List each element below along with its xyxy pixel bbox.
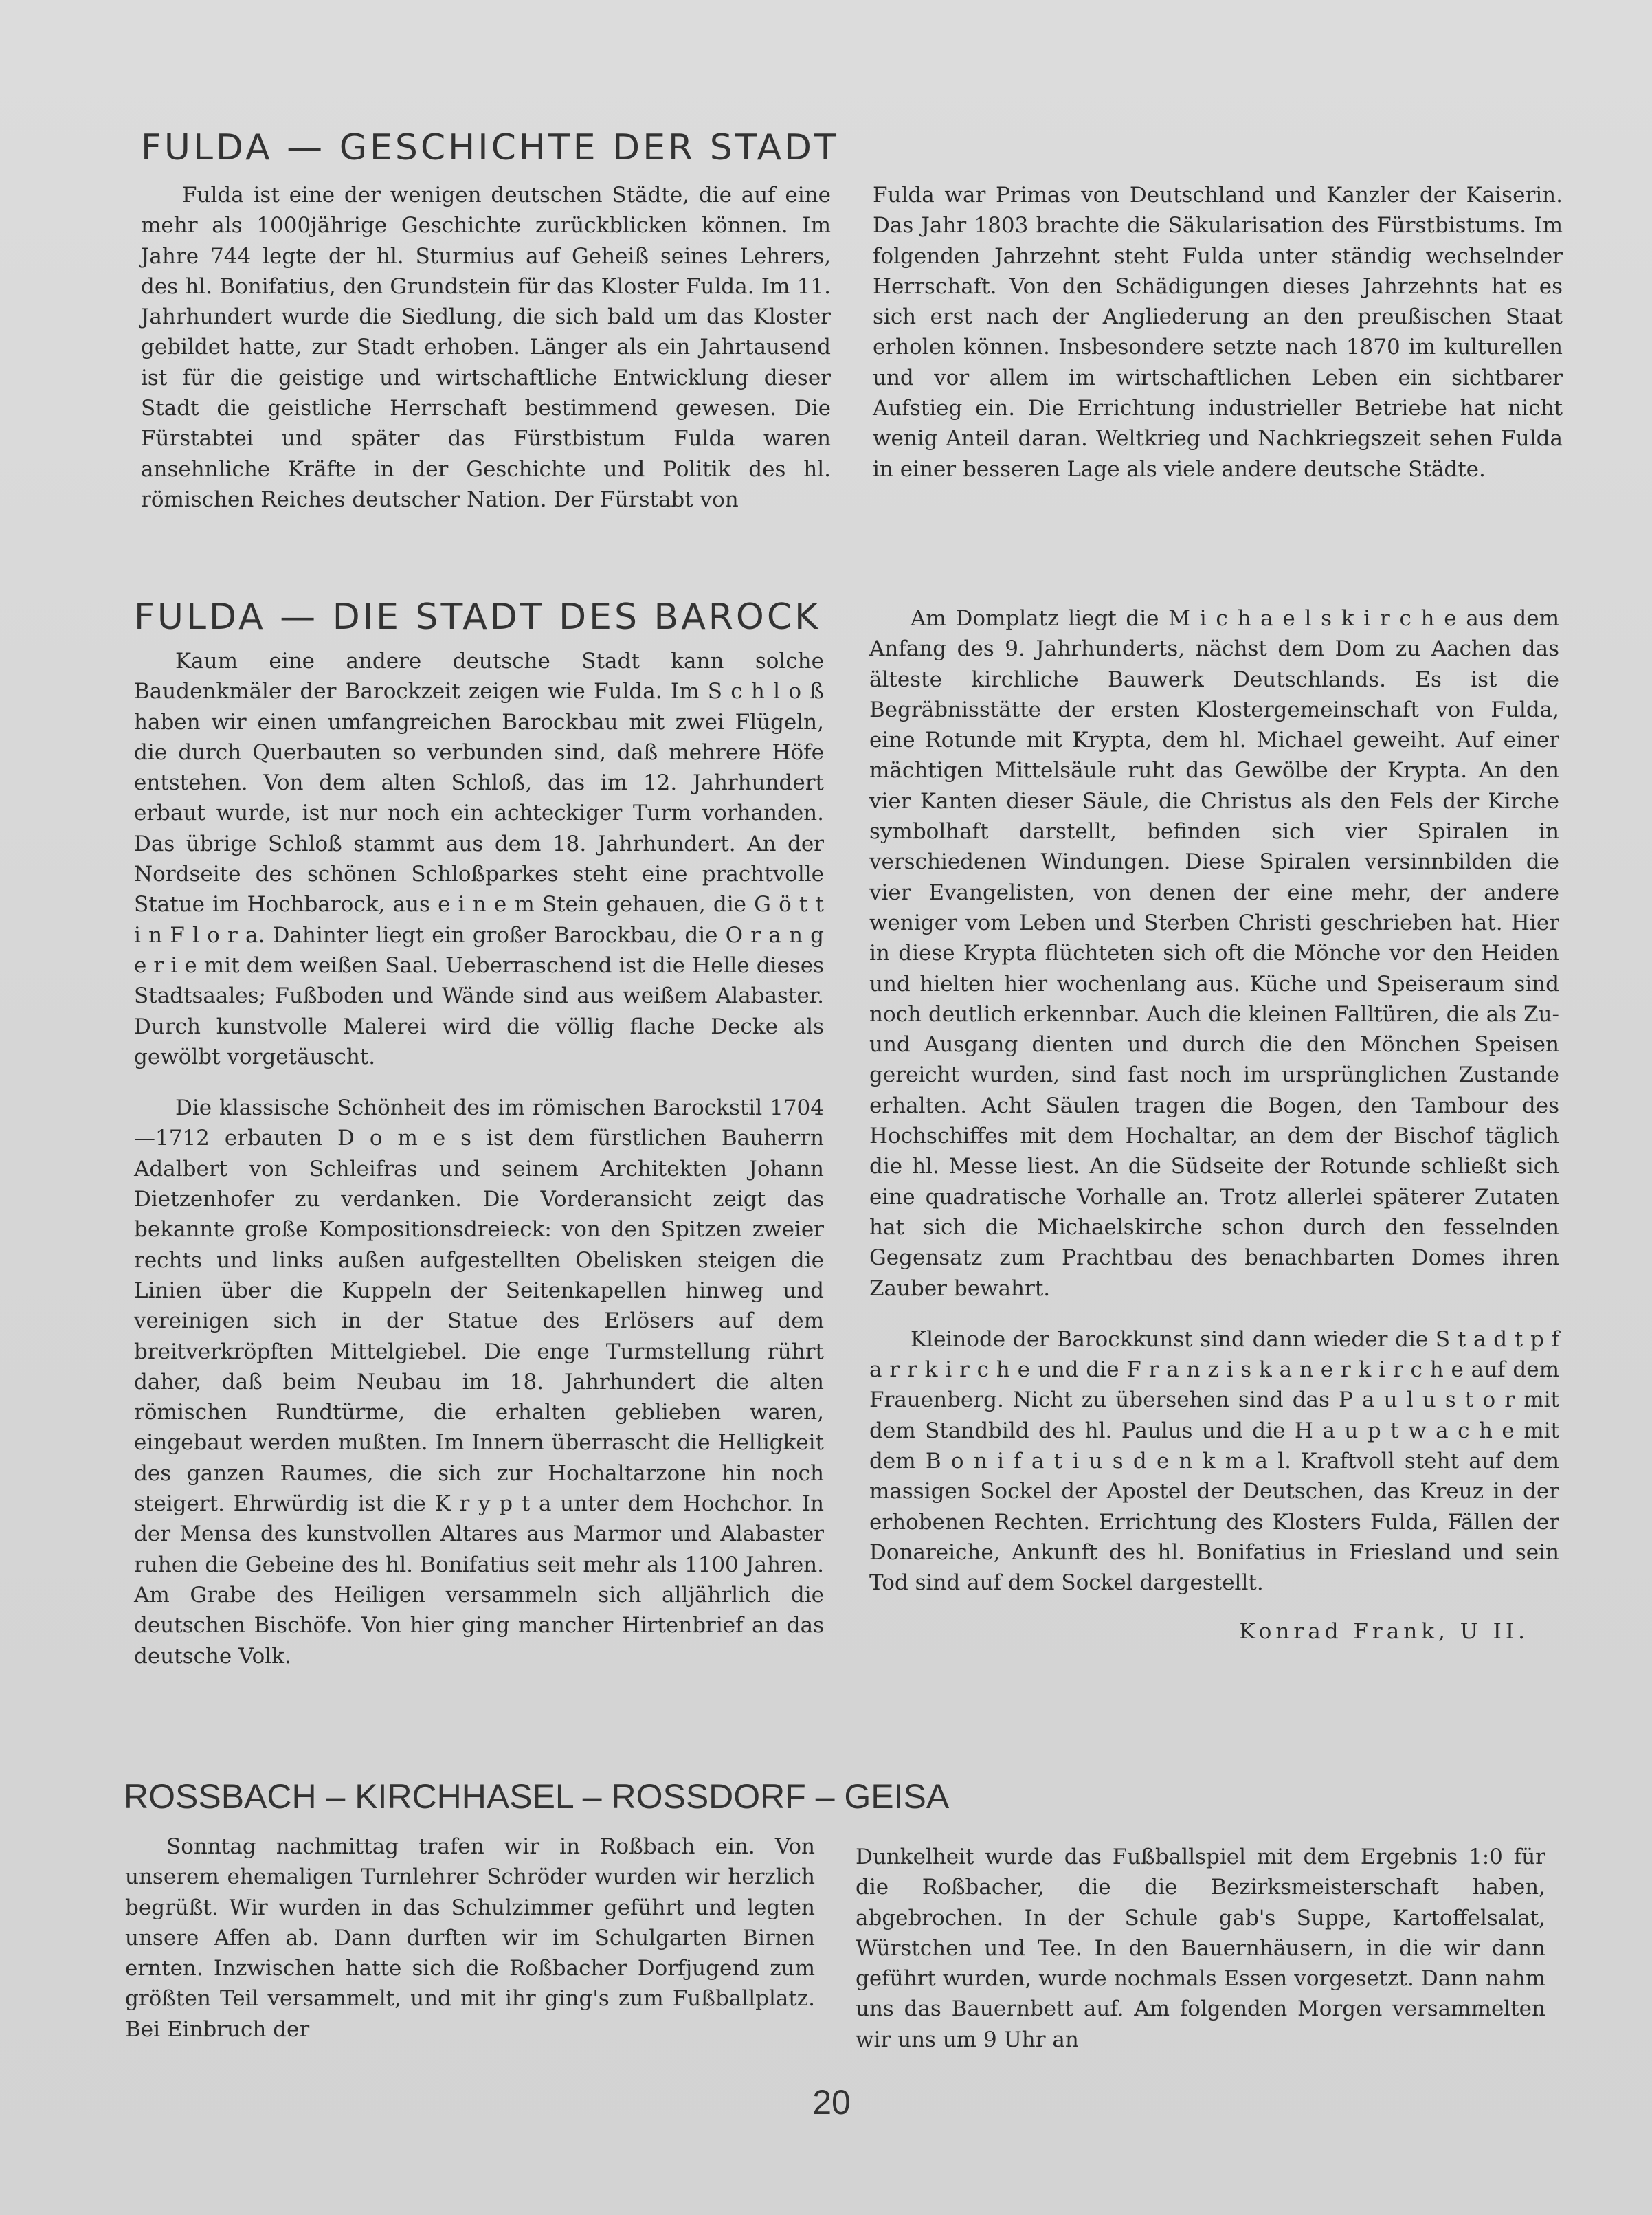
column-rossbach-left [125,1832,815,2045]
column-geschichte-left [141,180,831,515]
paragraph: Dunkelheit wurde das Fußballspiel mit dem Ergebnis 1:0 für die Roßbacher, die die Bezirksmeisterschaft haben, abgebrochen. In der Schule gab's Suppe, Kartoffelsalat, Würstchen und Tee. In den Bauernhäusern, in die wir dann geführt wurden, wurde nochmals Essen vorgesetzt. Dann nahm uns das Bauernbett auf. Am folgenden Morgen versammelten wir uns um 9 Uhr an [856,1845,1545,2052]
paragraph: Kaum eine andere deutsche Stadt kann solche Baudenkmäler der Barockzeit zeigen wie Fulda. Im S c h l o ß haben wir einen umfangreichen Barockbau mit zwei Flügeln, die durch Querbauten so verbunden sind, daß mehrere Höfe entstehen. Von dem alten Schloß, das im 12. Jahrhundert erbaut wurde, ist nur noch ein achteckiger Turm vorhanden. Das übrige Schloß stammt aus dem 18. Jahrhundert. An der Nordseite des schönen Schloßparkes steht eine prachtvolle Statue im Hochbarock, aus e i n e m Stein gehauen, die G ö t t i n F l o r a. Dahinter liegt ein großer Barockbau, die O r a n g e r i e mit dem weißen Saal. Ueberraschend ist die Helle dieses Stadtsaales; Fußboden und Wände sind aus weißem Alabaster. Durch kunstvolle Malerei wird die völlig flache Decke als gewölbt vorgetäuscht. [134,649,824,1069]
column-rossbach-right [856,1842,1545,2055]
paragraph: Am Domplatz liegt die M i c h a e l s k i r c h e aus dem Anfang des 9. Jahrhunderts, nächst dem Dom zu Aachen das älteste kirchliche Bauwerk Deutschlands. Es ist die Begräbnisstätte der ersten Klostergemeinschaft von Fulda, eine Rotunde mit Krypta, dem hl. Michael geweiht. Auf einer mächtigen Mittelsäule ruht das Gewölbe der Krypta. An den vier Kanten dieser Säule, die Christus als den Fels der Kirche symbolhaft darstellt, befinden sich vier Spiralen in verschiedenen Windungen. Diese Spiralen versinnbilden die vier Evangelisten, von denen der eine mehr, der andere weniger vom Leben und Sterben Christi geschrieben hat. Hier in diese Krypta flüchteten sich oft die Mönche vor den Heiden und hielten hier wochenlang aus. Küche und Speiseraum sind noch deutlich erkennbar. Auch die kleinen Falltüren, die als Zu- und Ausgang dienten und durch die den Mönchen Speisen gereicht wurden, sind fast noch im ursprünglichen Zustande erhalten. Acht Säulen tragen die Bogen, den Tambour des Hochschiffes mit dem Hochaltar, an dem der Bischof täglich die hl. Messe liest. An die Südseite der Rotunde schließt sich eine quadratische Vorhalle an. Trotz allerlei späterer Zutaten hat sich die Michaelskirche schon durch den fesselnden Gegensatz zum Prachtbau des benachbarten Domes ihren Zauber bewahrt. [869,606,1559,1301]
column-geschichte-right [873,180,1563,485]
section-title-rossbach: ROSSBACH – KIRCHHASEL – ROSSDORF – GEISA [124,1777,950,1816]
paragraph: Kleinode der Barockkunst sind dann wieder die S t a d t p f a r r k i r c h e und die F r a n z i s k a n e r k i r c h e auf dem Frauenberg. Nicht zu übersehen sind das P a u l u s t o r mit dem Standbild des hl. Paulus und die H a u p t w a c h e mit dem B o n i f a t i u s d e n k m a l. Kraftvoll steht auf dem massigen Sockel der Apostel der Deutschen, das Kreuz in der erhobenen Rechten. Errichtung des Klosters Fulda, Fällen der Donareiche, Ankunft des hl. Bonifatius in Friesland und sein Tod sind auf dem Sockel dargestellt. [869,1326,1559,1596]
page-number: 20 [812,2083,851,2122]
section-title-barock: FULDA — DIE STADT DES BAROCK [134,597,821,638]
paragraph: Fulda war Primas von Deutschland und Kanzler der Kaiserin. Das Jahr 1803 brachte die Säkularisation des Fürstbistums. Im folgenden Jahrzehnt steht Fulda unter ständig wechselnder Herrschaft. Von den Schädigungen dieses Jahrzehnts hat es sich erst nach der Angliederung an den preußischen Staat erholen können. Insbesondere setzte nach 1870 im kulturellen und vor allem im wirtschaftlichen Leben ein sichtbarer Aufstieg ein. Die Errichtung industrieller Betriebe hat nicht wenig Anteil daran. Weltkrieg und Nachkriegszeit sehen Fulda in einer besseren Lage als viele andere deutsche Städte. [873,183,1563,482]
column-barock-right [869,603,1559,1647]
paragraph: Fulda ist eine der wenigen deutschen Städte, die auf eine mehr als 1000jährige Geschichte zurückblicken können. Im Jahre 744 legte der hl. Sturmius auf Geheiß seines Lehrers, des hl. Bonifatius, den Grundstein für das Kloster Fulda. Im 11. Jahrhundert wurde die Siedlung, die sich bald um das Kloster gebildet hatte, zur Stadt erhoben. Länger als ein Jahrtausend ist für die geistige und wirtschaftliche Entwicklung dieser Stadt die geistliche Herrschaft bestimmend gewesen. Die Fürstabtei und später das Fürstbistum Fulda waren ansehnliche Kräfte in der Geschichte und Politik des hl. römischen Reiches deutscher Nation. Der Fürstabt von [141,183,831,512]
paragraph: Die klassische Schönheit des im römischen Barockstil 1704—1712 erbauten D o m e s ist dem fürstlichen Bauherrn Adalbert von Schleifras und seinem Architekten Johann Dietzenhofer zu verdanken. Die Vorderansicht zeigt das bekannte große Kompositionsdreieck: von den Spitzen zweier rechts und links außen aufgestellten Obelisken steigen die Linien über die Kuppeln der Seitenkapellen hinweg und vereinigen sich in der Statue des Erlösers auf dem breitverkröpften Mittelgiebel. Die enge Turmstellung rührt daher, daß beim Neubau im 18. Jahrhundert die alten römischen Rundtürme, die erhalten geblieben waren, eingebaut werden mußten. Im Innern überrascht die Helligkeit des ganzen Raumes, die sich zur Hochaltarzone hin noch steigert. Ehrwürdig ist die K r y p t a unter dem Hochchor. In der Mensa des kunstvollen Altares aus Marmor und Alabaster ruhen die Gebeine des hl. Bonifatius seit mehr als 1100 Jahren. Am Grabe des Heiligen versammeln sich alljährlich die deutschen Bischöfe. Von hier ging mancher Hirtenbrief an das deutsche Volk. [134,1095,824,1669]
column-barock-left [134,646,824,1671]
paragraph: Sonntag nachmittag trafen wir in Roßbach ein. Von unserem ehemaligen Turnlehrer Schröder wurden wir herzlich begrüßt. Wir wurden in das Schulzimmer geführt und legten unsere Affen ab. Dann durften wir im Schulgarten Birnen ernten. Inzwischen hatte sich die Roßbacher Dorfjugend zum größten Teil versammelt, und mit ihr ging's zum Fußballplatz. Bei Einbruch der [125,1834,815,2042]
author-signature: Konrad Frank, U II. [1239,1618,1529,1644]
section-title-geschichte: FULDA — GESCHICHTE DER STADT [141,127,839,168]
